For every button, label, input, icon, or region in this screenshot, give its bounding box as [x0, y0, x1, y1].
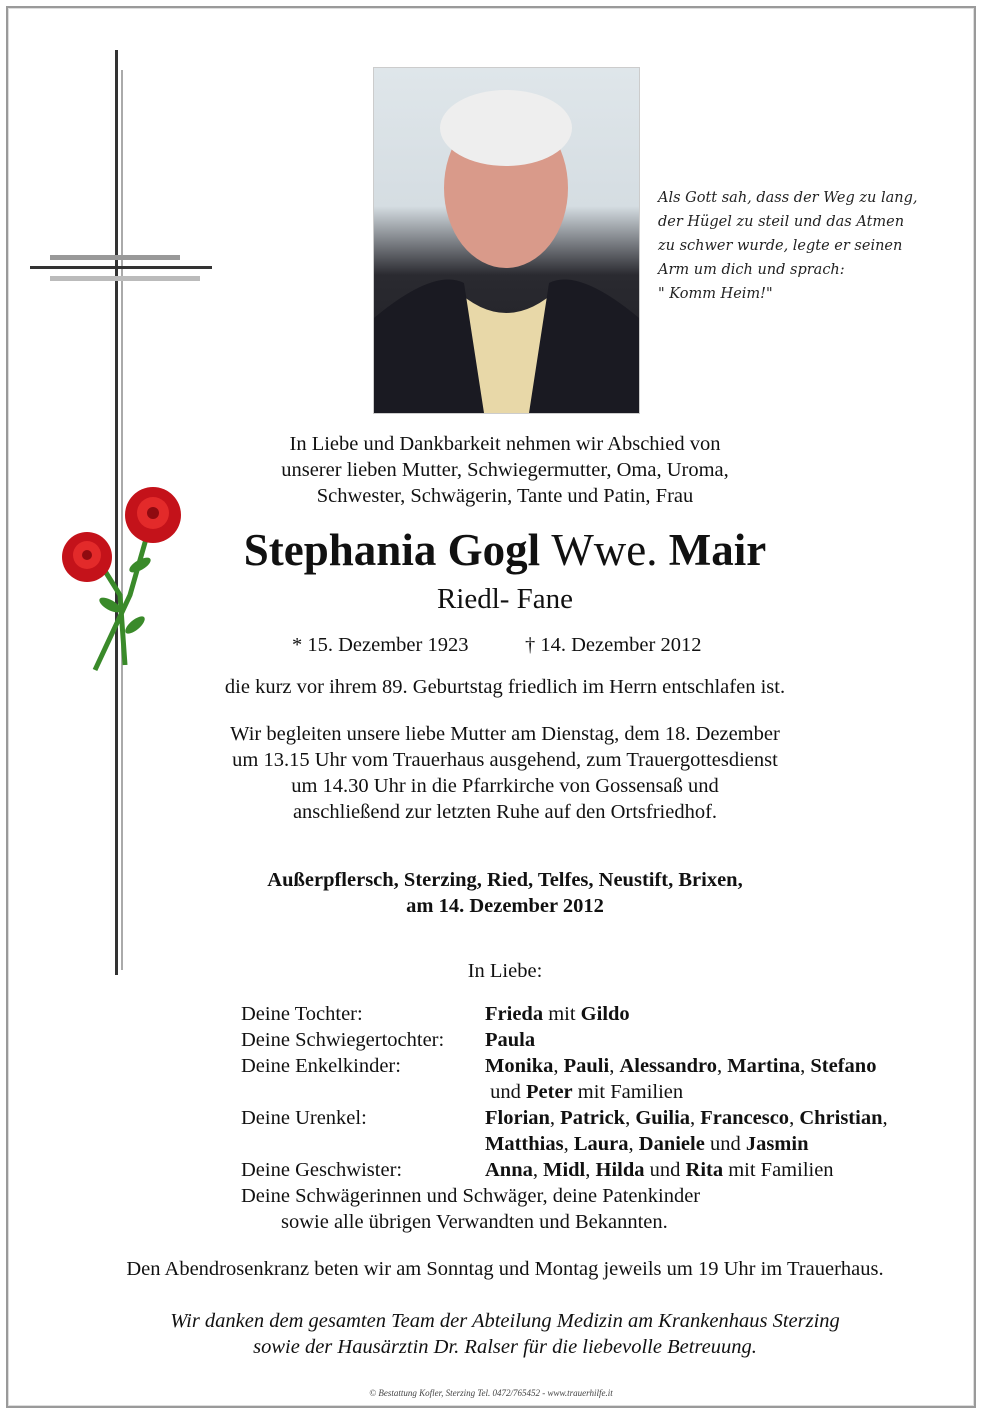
family-member-name: Guilia	[635, 1107, 691, 1129]
intro-line: unserer lieben Mutter, Schwiegermutter, Oma, Uroma,	[281, 459, 729, 481]
date: am 14. Dezember 2012	[406, 895, 604, 917]
family-member-name: Pauli	[563, 1055, 610, 1077]
birth-date: * 15. Dezember 1923	[292, 634, 469, 656]
place-date	[100, 867, 910, 919]
name-first: Stephania Gogl	[243, 525, 541, 575]
name-widow: Wwe.	[551, 525, 658, 575]
family-names	[485, 1157, 834, 1183]
family-member-name: Stefano	[810, 1055, 877, 1077]
family-label: Deine Schwiegertochter:	[241, 1029, 445, 1051]
family-names	[485, 1027, 535, 1053]
family-names	[485, 1053, 876, 1079]
family-member-name: Christian	[799, 1107, 883, 1129]
portrait-photo	[373, 67, 640, 414]
in-love-heading: In Liebe:	[467, 960, 543, 982]
family-connector: ,	[717, 1055, 728, 1077]
family-row	[241, 1157, 834, 1183]
family-label: Deine Tochter:	[241, 1003, 363, 1025]
family-connector: mit Familien	[572, 1081, 684, 1103]
thanks-line: Wir danken dem gesamten Team der Abteilung Medizin am Krankenhaus Sterzing	[170, 1310, 840, 1332]
family-member-name: Frieda	[485, 1003, 544, 1025]
poem-line: Arm um dich und sprach:	[658, 262, 845, 278]
family-member-name: Francesco	[700, 1107, 790, 1129]
name-last: Mair	[668, 525, 767, 575]
family-connector: mit Familien	[723, 1159, 834, 1181]
family-member-name: Florian	[485, 1107, 550, 1129]
family-connector: ,	[585, 1159, 596, 1181]
funeral-line: anschließend zur letzten Ruhe auf den Ortsfriedhof.	[292, 801, 718, 823]
passing-text: die kurz vor ihrem 89. Geburtstag friedlich im Herrn entschlafen ist.	[224, 676, 786, 698]
family-names	[485, 1131, 808, 1157]
family-connector: ,	[563, 1133, 574, 1155]
funeral-line: um 14.30 Uhr in die Pfarrkirche von Gossensaß und	[291, 775, 719, 797]
family-connector: mit	[543, 1003, 581, 1025]
family-connector: ,	[789, 1107, 800, 1129]
family-member-name: Hilda	[595, 1159, 645, 1181]
places: Außerpflersch, Sterzing, Ried, Telfes, Neustift, Brixen,	[267, 869, 743, 891]
family-member-name: Peter	[526, 1081, 573, 1103]
inlaws-line: Deine Schwägerinnen und Schwäger, deine Patenkinder	[241, 1185, 701, 1207]
family-connector: ,	[553, 1055, 564, 1077]
funeral-line: um 13.15 Uhr vom Trauerhaus ausgehend, zum Trauergottesdienst	[232, 749, 778, 771]
family-member-name: Jasmin	[745, 1133, 809, 1155]
poem-line: Als Gott sah, dass der Weg zu lang,	[658, 190, 918, 206]
poem-line: " Komm Heim!"	[658, 286, 773, 302]
poem-line: zu schwer wurde, legte er seinen	[658, 238, 903, 254]
family-names	[485, 1105, 888, 1131]
intro-text	[100, 431, 910, 509]
deceased-name	[0, 524, 982, 576]
family-row	[241, 1027, 536, 1053]
family-member-name: Laura	[573, 1133, 629, 1155]
family-member-name: Paula	[485, 1029, 536, 1051]
death-date: † 14. Dezember 2012	[525, 634, 702, 656]
family-connector: ,	[549, 1107, 561, 1129]
funeral-text	[100, 721, 910, 825]
rosary-text: Den Abendrosenkranz beten wir am Sonntag und Montag jeweils um 19 Uhr im Trauerhaus.	[126, 1258, 884, 1280]
poem-line: der Hügel zu steil und das Atmen	[658, 214, 905, 230]
family-connector: ,	[800, 1055, 811, 1077]
family-member-name: Daniele	[638, 1133, 705, 1155]
family-member-name: Anna	[485, 1159, 533, 1181]
intro-line: Schwester, Schwägerin, Tante und Patin, Frau	[316, 485, 694, 507]
family-connector: ,	[628, 1133, 639, 1155]
family-connector: und	[644, 1159, 686, 1181]
relatives-line: sowie alle übrigen Verwandten und Bekannten.	[281, 1211, 668, 1233]
family-member-name: Patrick	[560, 1107, 626, 1129]
family-member-name: Rita	[685, 1159, 724, 1181]
family-row	[241, 1105, 888, 1155]
family-member-name: Matthias	[485, 1133, 564, 1155]
family-names	[485, 1079, 683, 1105]
family-connector: ,	[625, 1107, 636, 1129]
family-label: Deine Geschwister:	[241, 1159, 403, 1181]
family-member-name: Alessandro	[619, 1055, 718, 1077]
family-member-name: Martina	[727, 1055, 801, 1077]
family-connector: ,	[532, 1159, 544, 1181]
thanks-line: sowie der Hausärztin Dr. Ralser für die liebevolle Betreuung.	[253, 1336, 757, 1358]
family-connector: und	[704, 1133, 746, 1155]
family-connector: ,	[609, 1055, 620, 1077]
family-connector: ,	[690, 1107, 701, 1129]
family-label: Deine Urenkel:	[241, 1107, 367, 1129]
family-connector: und	[485, 1081, 526, 1103]
funeral-line: Wir begleiten unsere liebe Mutter am Dienstag, dem 18. Dezember	[230, 723, 780, 745]
family-connector: ,	[882, 1107, 888, 1129]
nickname: Riedl- Fane	[436, 583, 574, 615]
thanks-text	[0, 1308, 982, 1360]
poem	[658, 186, 918, 306]
family-label: Deine Enkelkinder:	[241, 1055, 401, 1077]
family-row	[241, 1001, 630, 1027]
family-member-name: Monika	[485, 1055, 554, 1077]
intro-line: In Liebe und Dankbarkeit nehmen wir Abschied von	[289, 433, 721, 455]
footer: © Bestattung Kofler, Sterzing Tel. 0472/765452 - www.trauerhilfe.it	[369, 1388, 613, 1398]
family-names	[485, 1001, 630, 1027]
family-member-name: Midl	[543, 1159, 586, 1181]
family-row	[241, 1053, 877, 1103]
family-member-name: Gildo	[580, 1003, 630, 1025]
